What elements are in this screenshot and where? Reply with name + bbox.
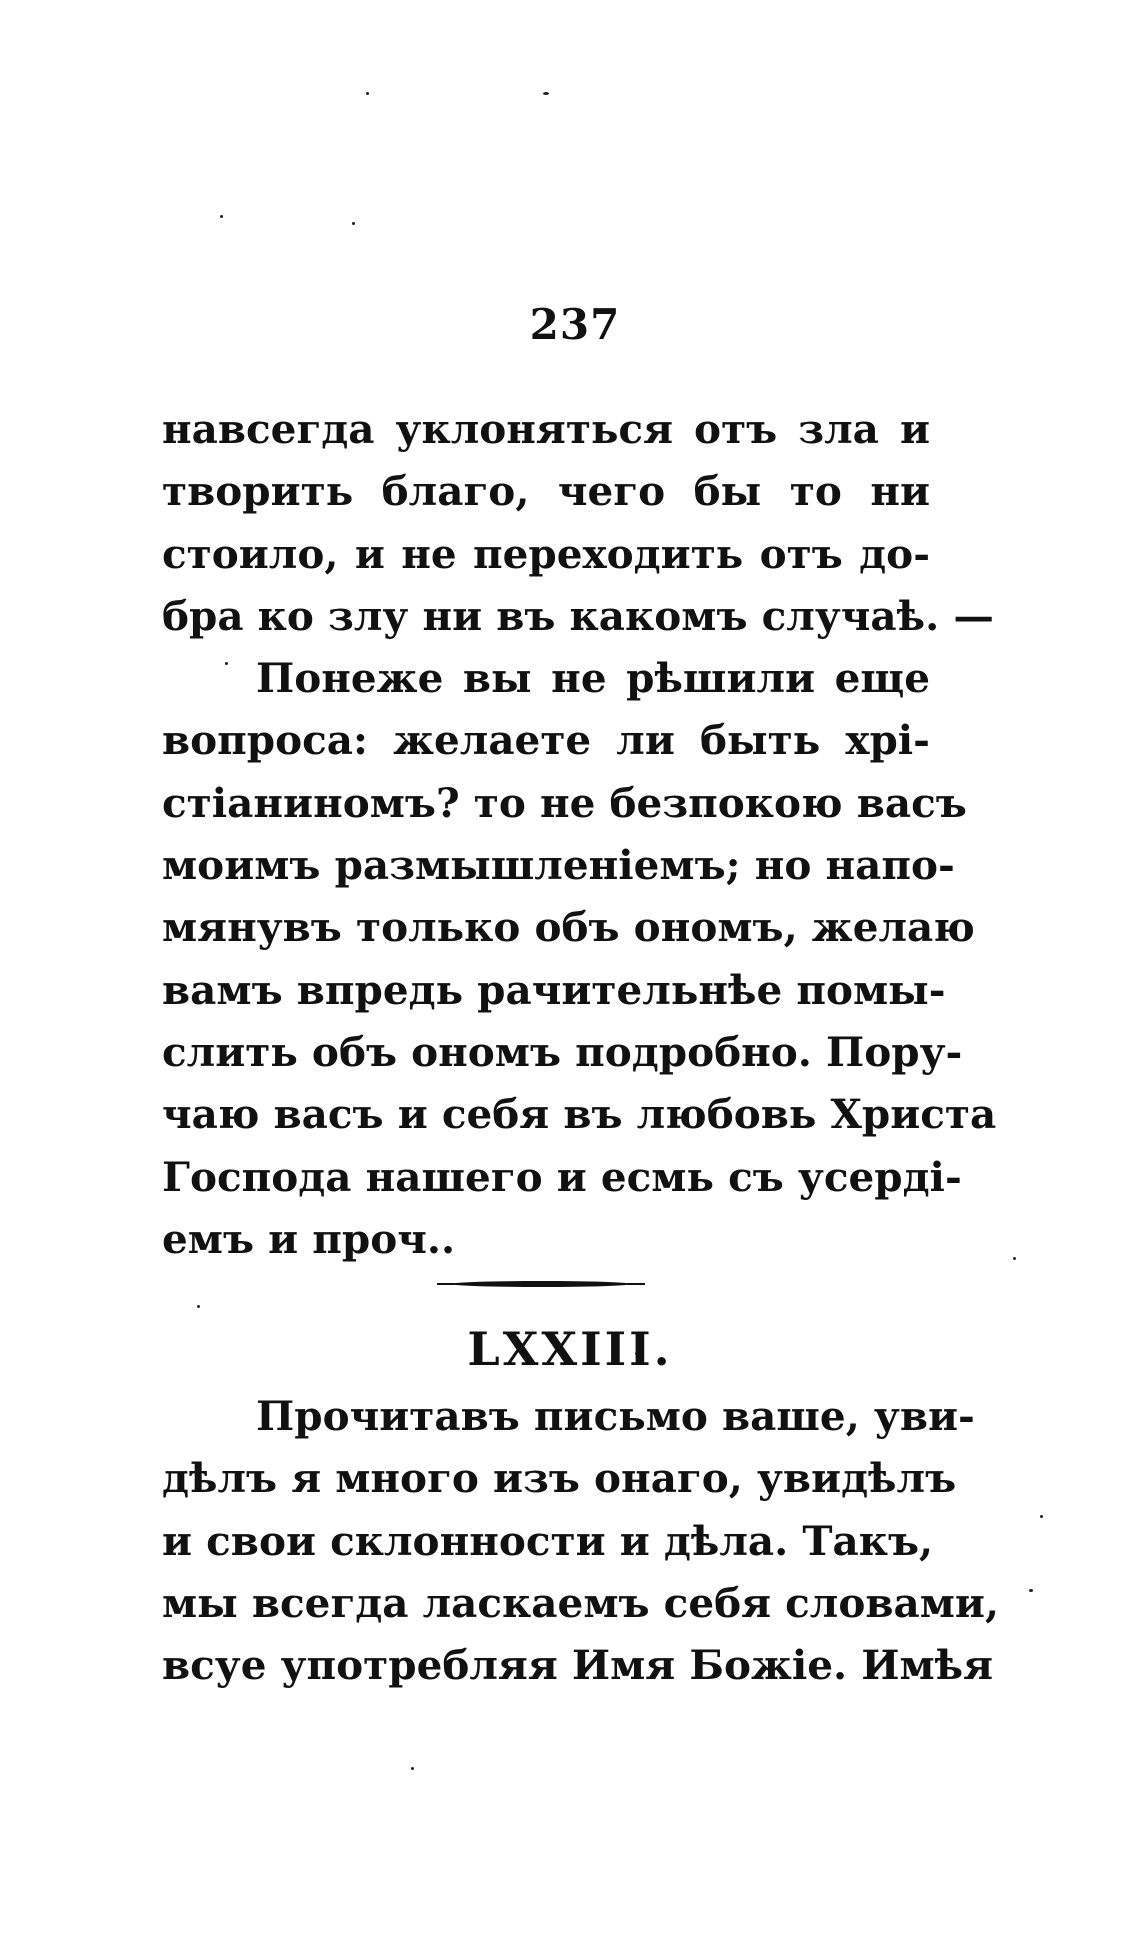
- print-speck: [1013, 1257, 1016, 1260]
- text-line: вамъ впредь рачительнѣе помы-: [162, 965, 946, 1014]
- text-line: слить объ ономъ подробно. Пору-: [162, 1027, 963, 1076]
- print-speck: [1040, 1515, 1043, 1518]
- text-line: и свои склонности и дѣла. Такъ,: [162, 1516, 934, 1565]
- page-number: 237: [529, 300, 621, 349]
- print-speck: [543, 92, 549, 95]
- text-line: дѣлъ я много изъ онаго, увидѣлъ: [162, 1454, 957, 1503]
- section-heading: LXXIII.: [467, 1322, 673, 1376]
- text-line: вопроса: желаете ли быть хрі-: [162, 716, 930, 765]
- print-speck: [220, 215, 223, 218]
- text-line: мянувъ только объ ономъ, желаю: [162, 903, 975, 952]
- letter-text: [162, 398, 997, 1270]
- text-line: мы всегда ласкаемъ себя словами,: [162, 1578, 1000, 1627]
- text-line: стіаниномъ? то не безпокою васъ: [162, 778, 967, 827]
- print-speck: [366, 92, 369, 95]
- text-line: всуе употребляя Имя Божіе. Имѣя: [162, 1641, 994, 1690]
- letter-text: [162, 1385, 1000, 1696]
- print-speck: [1029, 1589, 1033, 1592]
- section-divider: [451, 1281, 631, 1287]
- text-line: Господа нашего и есмь съ усерді-: [162, 1152, 962, 1201]
- text-line: стоило, и не переходить отъ до-: [162, 529, 930, 578]
- text-line: творить благо, чего бы то ни: [162, 467, 930, 516]
- text-line: чаю васъ и себя въ любовь Христа: [162, 1090, 997, 1139]
- text-line: Прочитавъ письмо ваше, уви-: [256, 1392, 975, 1440]
- text-line: бра ко злу ни въ какомъ случаѣ. —: [162, 591, 994, 640]
- text-line: моимъ размышленіемъ; но напо-: [162, 841, 955, 890]
- text-line: емъ и проч..: [162, 1214, 456, 1263]
- text-line: навсегда уклоняться отъ зла и: [162, 405, 930, 453]
- text-line: Понеже вы не рѣшили еще: [256, 654, 930, 703]
- print-speck: [352, 222, 355, 225]
- print-speck: [197, 1305, 200, 1308]
- print-speck: [411, 1767, 414, 1770]
